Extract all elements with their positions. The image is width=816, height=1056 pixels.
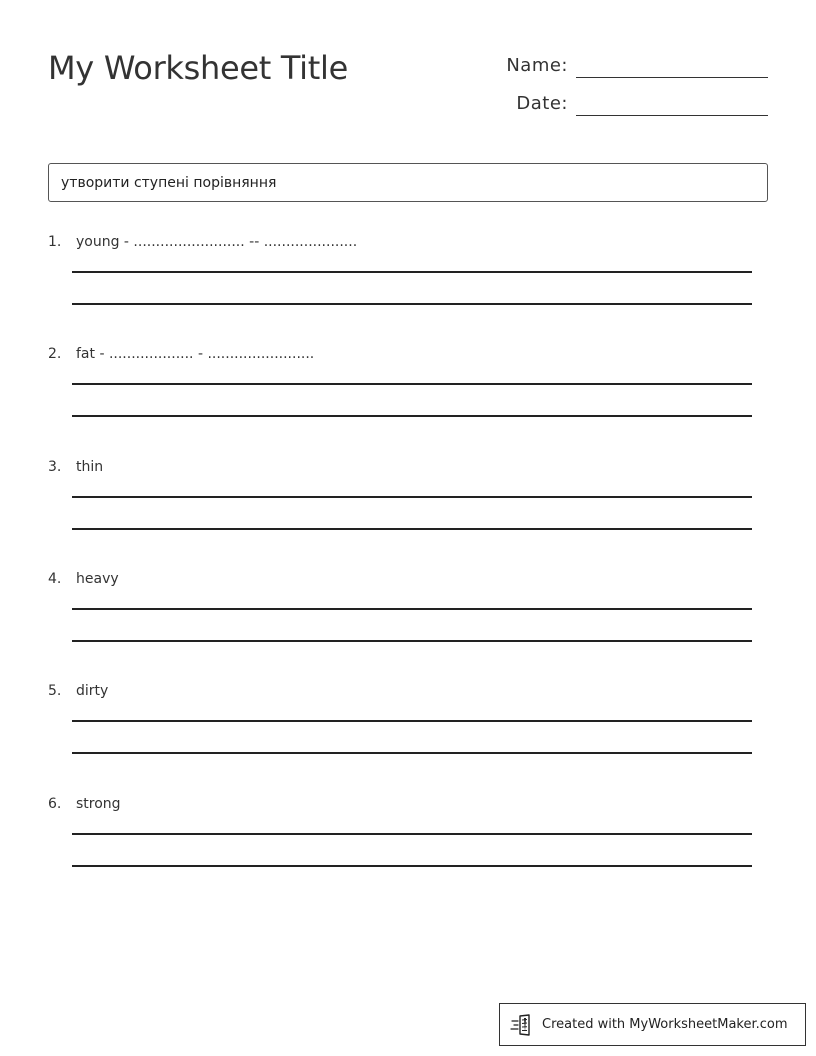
question-item: [48, 344, 768, 444]
instructions-text: утворити ступені порівняння: [61, 174, 277, 191]
question-number: 5.: [48, 683, 62, 699]
name-field[interactable]: [488, 50, 768, 78]
question-number: 1.: [48, 234, 62, 250]
answer-line[interactable]: [72, 752, 752, 754]
question-item: [48, 569, 768, 669]
question-text: heavy: [76, 571, 119, 587]
answer-line[interactable]: [72, 528, 752, 530]
name-input-line[interactable]: [576, 77, 768, 78]
answer-line[interactable]: [72, 415, 752, 417]
name-label: Name:: [506, 55, 568, 76]
answer-line[interactable]: [72, 303, 752, 305]
question-item: [48, 457, 768, 557]
answer-line[interactable]: [72, 608, 752, 610]
answer-line[interactable]: [72, 496, 752, 498]
page-title: My Worksheet Title: [48, 49, 348, 87]
question-text: thin: [76, 459, 104, 475]
answer-line[interactable]: [72, 383, 752, 385]
worksheet-maker-logo-icon: [510, 1012, 536, 1038]
date-label: Date:: [516, 93, 568, 114]
question-number: 3.: [48, 459, 62, 475]
answer-line[interactable]: [72, 833, 752, 835]
instructions-box: [48, 163, 768, 202]
question-item: [48, 794, 768, 894]
question-text: fat - ................... - ........................: [76, 346, 315, 362]
date-input-line[interactable]: [576, 115, 768, 116]
question-text: young - ......................... -- .....................: [76, 234, 358, 250]
answer-line[interactable]: [72, 720, 752, 722]
question-number: 6.: [48, 796, 62, 812]
question-text: strong: [76, 796, 121, 812]
footer-badge[interactable]: [499, 1003, 806, 1046]
question-item: [48, 681, 768, 781]
answer-line[interactable]: [72, 640, 752, 642]
question-item: [48, 232, 768, 332]
date-field[interactable]: [488, 88, 768, 116]
answer-line[interactable]: [72, 865, 752, 867]
question-number: 2.: [48, 346, 62, 362]
question-text: dirty: [76, 683, 109, 699]
answer-line[interactable]: [72, 271, 752, 273]
question-number: 4.: [48, 571, 62, 587]
footer-text: Created with MyWorksheetMaker.com: [542, 1017, 788, 1032]
